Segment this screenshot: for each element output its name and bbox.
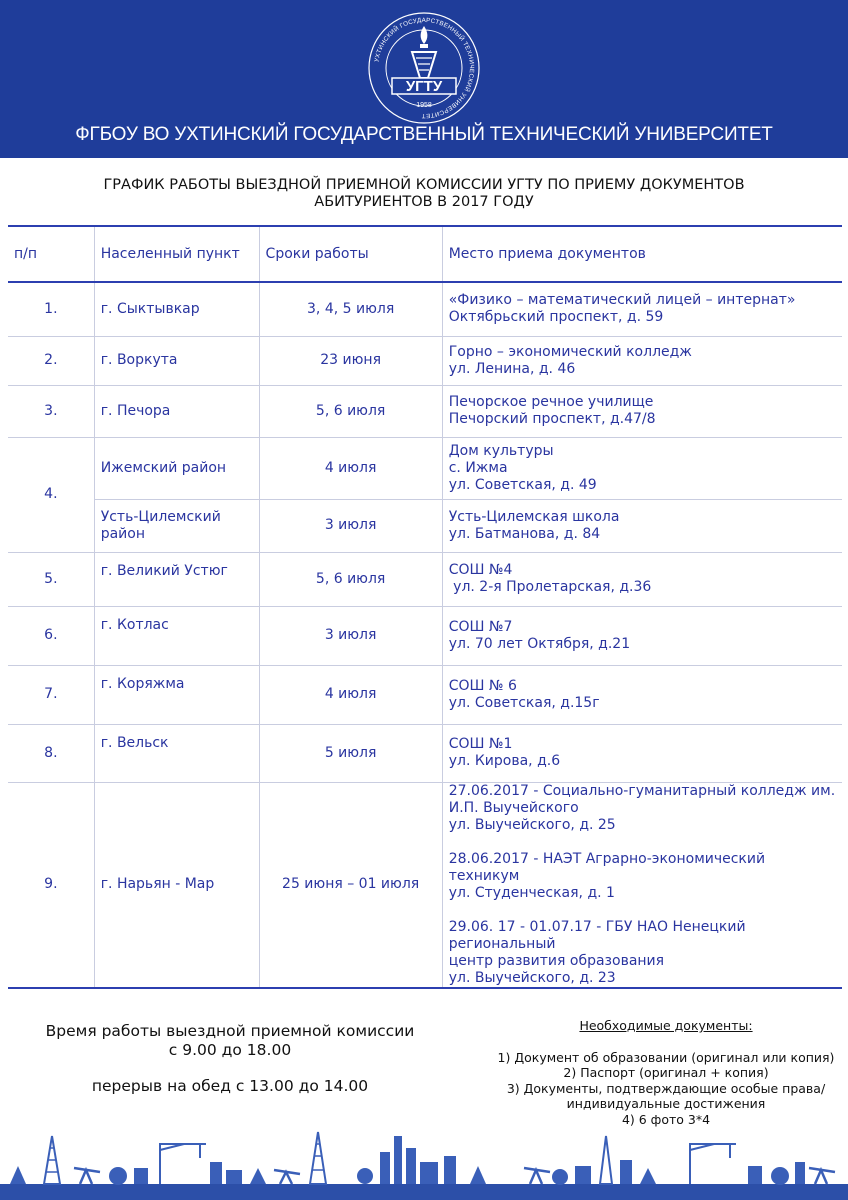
row-dates: 3 июля [259,499,442,552]
row-num: 1. [8,282,94,336]
row-dates: 4 июля [259,437,442,499]
row-place: СОШ №4 ул. 2-я Пролетарская, д.36 [448,562,652,595]
document-title [40,177,808,211]
torch-flame-icon [421,26,428,44]
tree-icon [640,1168,656,1184]
table-row [8,665,842,724]
table-row [8,782,842,988]
row-city: Усть-Цилемский район [94,499,259,552]
tree-icon [470,1166,486,1184]
building-icon [210,1162,222,1184]
row-num: 2. [8,336,94,385]
refinery-tower-icon [380,1152,390,1184]
hours-line-2: с 9.00 до 18.00 [168,1041,292,1059]
row-place: СОШ №7 ул. 70 лет Октября, д.21 [448,618,631,652]
university-name: ФГБОУ ВО УХТИНСКИЙ ГОСУДАРСТВЕННЫЙ ТЕХНИЧЕСКИЙ УНИВЕРСИТЕТ [75,124,773,145]
table-row [8,336,842,385]
doc-item: 2) Паспорт (оригинал + копия) [563,1065,769,1080]
building-icon [795,1162,805,1184]
row-num: 9. [8,782,94,988]
row-city: Ижемский район [94,437,259,499]
oil-derrick-icon [310,1132,326,1184]
row-place: Горно – экономический колледж ул. Ленина, д. 46 [448,343,692,377]
tree-icon [10,1166,26,1184]
table-row [8,724,842,782]
header-num: п/п [8,226,94,282]
docs-heading: Необходимые документы: [579,1018,753,1033]
row-num: 8. [8,724,94,782]
table-row [8,499,842,552]
crane-icon [160,1144,206,1184]
doc-item: 4) 6 фото 3*4 [621,1111,711,1127]
row-num: 7. [8,665,94,724]
row-dates: 4 июля [259,665,442,724]
table-row [8,552,842,606]
logo-year: 1958 [416,102,432,109]
row-num: 5. [8,552,94,606]
lunch-break: перерыв на обед с 13.00 до 14.00 [91,1077,369,1095]
pumpjack-icon [274,1170,300,1184]
row-dates: 3, 4, 5 июля [259,282,442,336]
row-city: г. Воркута [94,336,259,385]
building-icon [420,1162,438,1184]
building-icon [620,1160,632,1184]
table-header-row [8,226,842,282]
row-dates: 5, 6 июля [259,385,442,437]
row-city: г. Нарьян - Мар [94,782,259,988]
doc-item: 3) Документы, подтверждающие особые права/ [506,1080,826,1096]
university-logo [364,8,484,128]
header-dates: Сроки работы [259,226,442,282]
row-city: г. Котлас [94,606,259,665]
title-line-1: ГРАФИК РАБОТЫ ВЫЕЗДНОЙ ПРИЕМНОЙ КОМИССИИ УГТУ ПО ПРИЕМУ ДОКУМЕНТОВ [103,177,745,193]
row-city: г. Сыктывкар [94,282,259,336]
oil-derrick-icon [600,1136,612,1184]
tree-icon [771,1167,789,1185]
building-icon [575,1166,591,1184]
row-dates: 5 июля [259,724,442,782]
building-icon [748,1166,762,1184]
industrial-skyline-illustration [0,1122,848,1200]
required-documents [480,1018,848,1127]
doc-item: 1) Документ об образовании (оригинал или копия) [497,1049,835,1065]
header-place: Место приема документов [448,246,646,262]
row-city: г. Вельск [94,724,259,782]
refinery-tower-icon [394,1136,402,1184]
row-place: Усть-Цилемская школа ул. Батманова, д. 84 [448,508,620,542]
row-dates: 23 июня [259,336,442,385]
logo-monogram: УГТУ [405,78,443,95]
pumpjack-icon [74,1168,100,1184]
row-city: г. Печора [94,385,259,437]
row-dates: 3 июля [259,606,442,665]
row-place: «Физико – математический лицей – интернат» Октябрьский проспект, д. 59 [448,292,796,326]
row-city: г. Великий Устюг [94,552,259,606]
hours-line-1: Время работы выездной приемной комиссии [45,1022,415,1040]
header-city: Населенный пункт [94,226,259,282]
tree-icon [109,1167,127,1185]
header-banner [0,0,848,158]
pumpjack-icon [524,1168,550,1184]
tree-icon [552,1169,568,1185]
row-num: 4. [8,437,94,552]
row-dates: 25 июня – 01 июля [259,782,442,988]
row-city: г. Коряжма [94,665,259,724]
working-hours [20,1022,440,1096]
logo-ring-text: УХТИНСКИЙ ГОСУДАРСТВЕННЫЙ ТЕХНИЧЕСКИЙ УНИВЕРСИТЕТ [373,16,476,120]
row-place: СОШ № 6 ул. Советская, д.15г [448,677,600,711]
doc-item: индивидуальные достижения [566,1096,766,1111]
table-row [8,282,842,336]
tree-icon [250,1168,266,1184]
row-place: СОШ №1 ул. Кирова, д.6 [448,736,561,769]
title-line-2: АБИТУРИЕНТОВ В 2017 ГОДУ [314,194,534,210]
table-row [8,606,842,665]
building-icon [134,1168,148,1184]
row-num: 3. [8,385,94,437]
row-num: 6. [8,606,94,665]
crane-icon [690,1144,736,1184]
pumpjack-icon [809,1168,835,1184]
building-icon [444,1156,456,1184]
table-row [8,437,842,499]
building-icon [226,1170,242,1184]
row-place: Печорское речное училище Печорский проспект, д.47/8 [448,394,656,427]
row-place: 27.06.2017 - Социально-гуманитарный колледж им. И.П. Выучейского ул. Выучейского, д. 25 28.06.2017 - НАЭТ Аграрно-экономический техникум ул. Студенческая, д. 1 29.06. 17 - 01.07.17 - ГБУ НАО Ненецкий региональный центр развития образования ул. Выучейского, д. 23 [448,782,836,986]
table-row [8,385,842,437]
row-dates: 5, 6 июля [259,552,442,606]
row-place: Дом культуры с. Ижма ул. Советская, д. 49 [448,442,597,493]
tree-icon [357,1168,373,1184]
refinery-tower-icon [406,1148,416,1184]
schedule-table [8,225,842,989]
